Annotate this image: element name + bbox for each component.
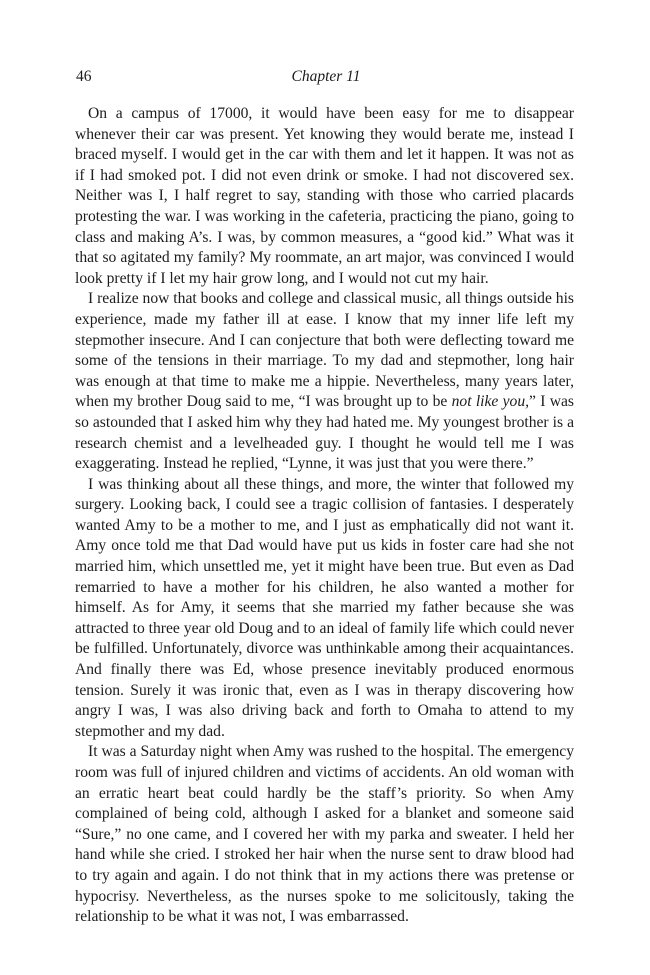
paragraph-hospital: It was a Saturday night when Amy was rushed to the hospital. The emergency room was full of injured children and victims of accidents. An old woman with an erratic heart beat could hardly be the staff’s priority. So when Amy complained of being cold, although I asked for a blanket and someone said “Sure,” no one came, and I covered her with my parka and sweater. I held her hand while she cried. I stroked her hair when the nurse sent to draw blood had to try again and again. I do not think that in my actions there was pretense or hypocrisy. Nevertheless, as the nurses spoke to me solicitously, taking the relationship to be what it was not, I was embarrassed. (75, 743, 574, 926)
paragraph-campus: On a campus of 17000, it would have been easy for me to disappear whenever their car was present. Yet knowing they would berate me, instead I braced myself. I would get in the car with them and let it happen. It was not as if I had smoked pot. I did not even drink or smoke. I had not discovered sex. Neither was I, I half regret to say, standing with those who carried placards protesting the war. I was working in the cafeteria, practicing the piano, going to class and making A’s. I was, by common measures, a “good kid.” What was it that so agitated my family? My roommate, an art major, was convinced I would look pretty if I let my hair grow long, and I would not cut my hair. (75, 105, 574, 287)
body-text (75, 104, 574, 928)
page-number: 46 (76, 68, 92, 85)
paragraph-winter: I was thinking about all these things, and more, the winter that followed my surgery. Looking back, I could see a tragic collision of fantasies. I desperately wanted Amy to be a mother to me, and I just as emphatically did not want it. Amy once told me that Dad would have put us kids in foster care had she not married him, which unsettled me, yet it might have been true. But even as Dad remarried to have a mother for his children, he also wanted a mother for himself. As for Amy, it seems that she married my father because she was attracted to three year old Doug and to an ideal of family life which could never be fulfilled. Unfortunately, divorce was unthinkable among their acquaintances. And finally there was Ed, whose presence inevitably produced enormous tension. Surely it was ironic that, even as I was in therapy discovering how angry I was, I was also driving back and forth to Omaha to attend to my stepmother and my dad. (75, 475, 574, 740)
paragraph-text: I realize now that books and college and classical music, all things outside his experience, made my father ill at ease. I know that my inner life left my stepmother insecure. And I can conjecture that both were deflecting toward me some of the tensions in their marriage. To my dad and stepmother, long hair was enough at that time to make me a hippie. Nevertheless, many years later, when my brother Doug said to me, “I was brought up to be (75, 290, 574, 411)
running-head (76, 68, 576, 88)
emphasized-phrase: not like you, (451, 393, 530, 411)
paragraph-text: ” I was so astounded that I asked him why they had hated me. My youngest brother is a research chemist and a levelheaded guy. I thought he would tell me I was exaggerating. Instead he replied, “Lynne, it was just that you were there.” (75, 393, 574, 473)
paragraph-realize (75, 289, 574, 474)
chapter-title: Chapter 11 (291, 68, 361, 85)
